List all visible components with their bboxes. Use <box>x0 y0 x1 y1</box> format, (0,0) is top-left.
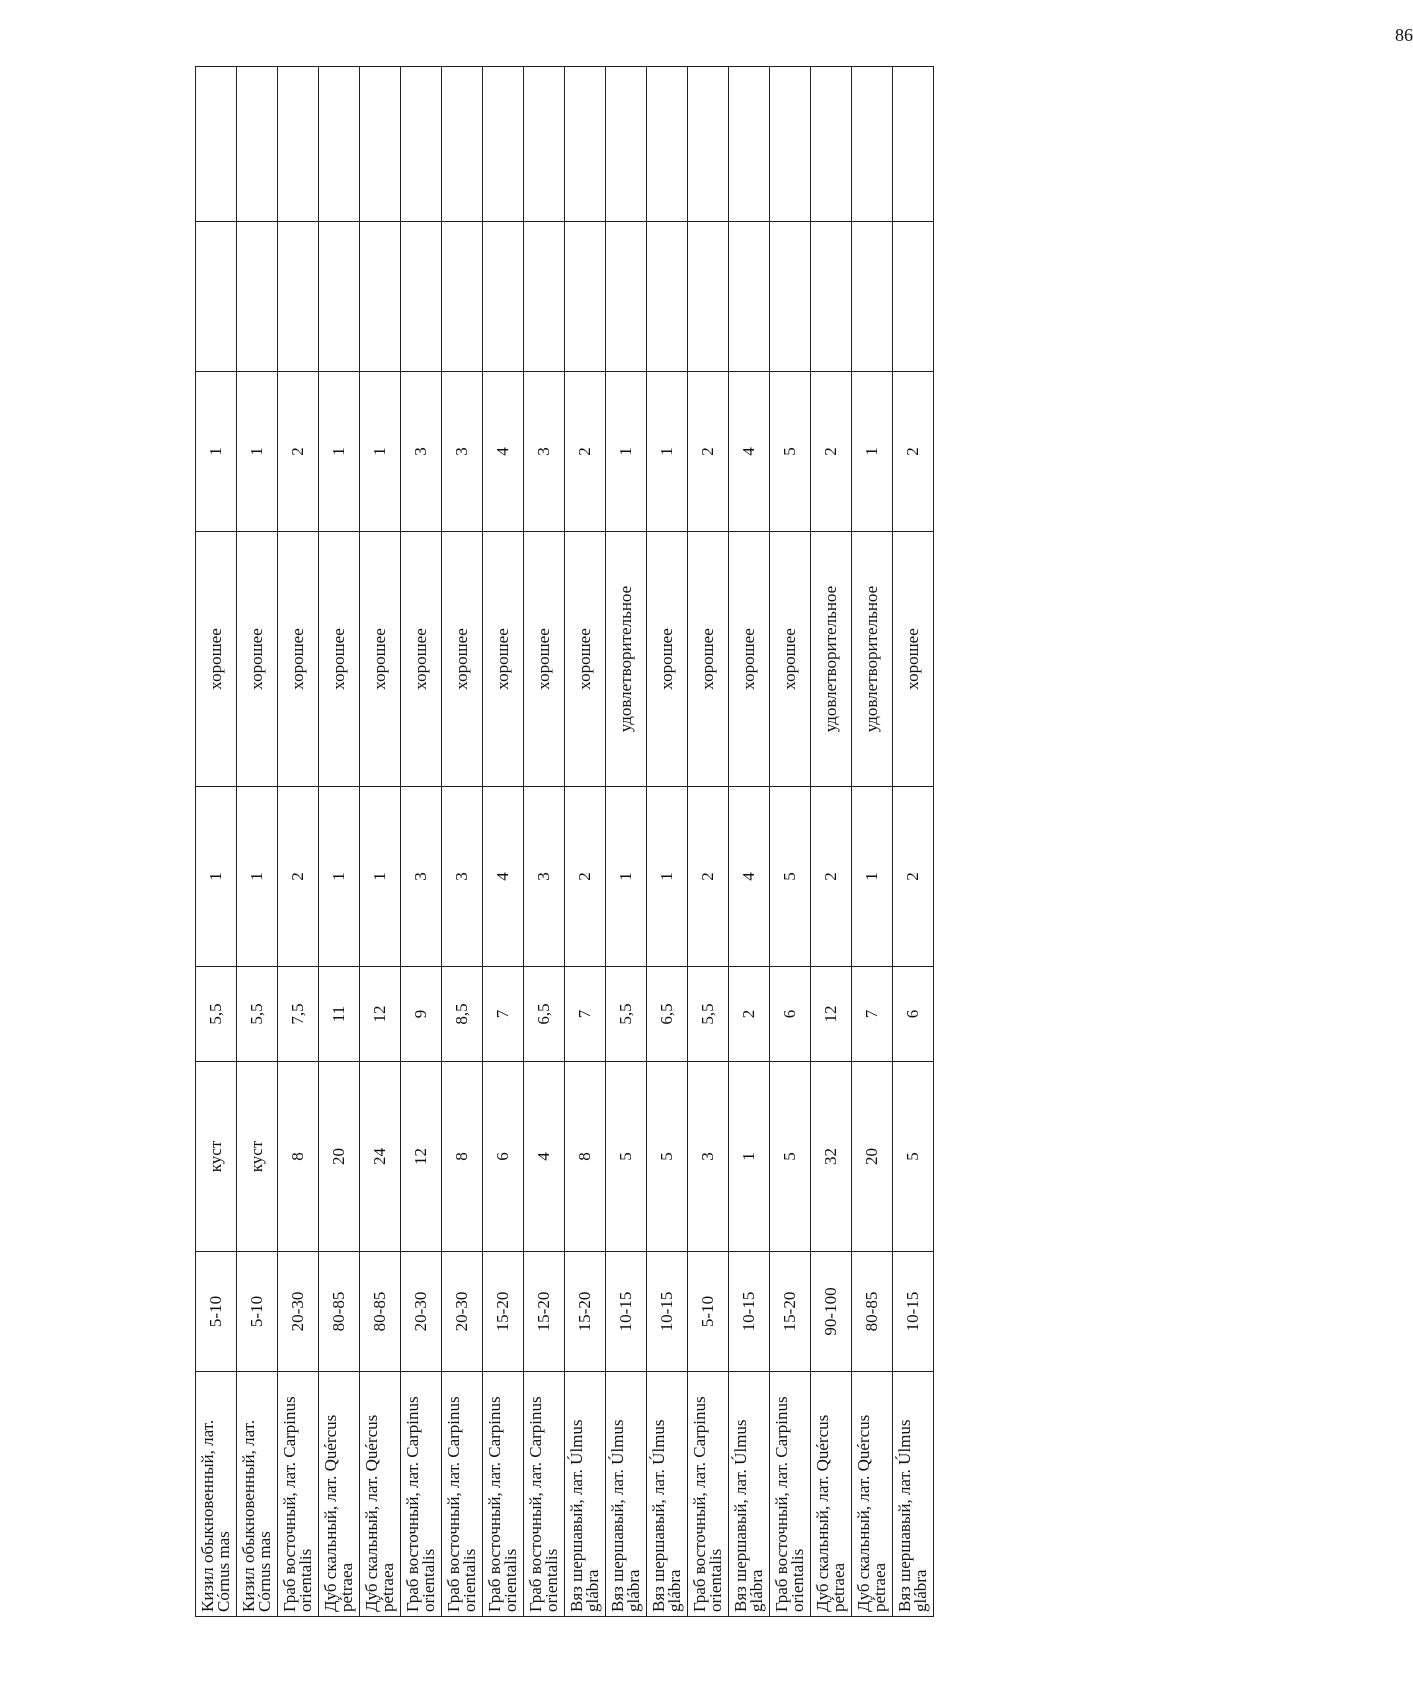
species-name-cell: Дуб скальный, лат. Quércus pétraea <box>360 1372 401 1617</box>
species-name-cell: Вяз шершавый, лат. Úlmus glábra <box>565 1372 606 1617</box>
empty-cell <box>811 67 852 222</box>
species-name-cell: Граб восточный, лат. Carpinus orientalis <box>442 1372 483 1617</box>
height-cell: 6,5 <box>647 967 688 1062</box>
height-cell: 2 <box>729 967 770 1062</box>
diameter-cell: 1 <box>729 1062 770 1252</box>
condition-cell: хорошее <box>319 532 360 787</box>
age-cell: 20-30 <box>278 1252 319 1372</box>
count-cell: 5 <box>770 787 811 967</box>
condition-cell: удовлетворительное <box>852 532 893 787</box>
quantity-cell: 2 <box>565 372 606 532</box>
height-cell: 7,5 <box>278 967 319 1062</box>
height-cell: 12 <box>360 967 401 1062</box>
empty-cell <box>565 67 606 222</box>
species-name-cell: Кизил обыкновенный, лат. Córnus mas <box>237 1372 278 1617</box>
height-cell: 7 <box>565 967 606 1062</box>
quantity-cell: 1 <box>237 372 278 532</box>
table-row <box>237 67 278 1617</box>
height-cell: 9 <box>401 967 442 1062</box>
count-cell: 2 <box>811 787 852 967</box>
diameter-cell: 24 <box>360 1062 401 1252</box>
quantity-cell: 2 <box>811 372 852 532</box>
quantity-cell: 2 <box>278 372 319 532</box>
empty-cell <box>483 67 524 222</box>
empty-cell <box>852 67 893 222</box>
empty-cell <box>196 222 237 372</box>
table-row <box>524 67 565 1617</box>
condition-cell: хорошее <box>401 532 442 787</box>
age-cell: 90-100 <box>811 1252 852 1372</box>
condition-cell: удовлетворительное <box>606 532 647 787</box>
condition-cell: удовлетворительное <box>811 532 852 787</box>
quantity-cell: 1 <box>360 372 401 532</box>
height-cell: 6 <box>893 967 934 1062</box>
empty-cell <box>688 222 729 372</box>
condition-cell: хорошее <box>524 532 565 787</box>
empty-cell <box>770 222 811 372</box>
count-cell: 3 <box>442 787 483 967</box>
species-name-cell: Кизил обыкновенный, лат. Córnus mas <box>196 1372 237 1617</box>
height-cell: 12 <box>811 967 852 1062</box>
diameter-cell: 12 <box>401 1062 442 1252</box>
table-row <box>565 67 606 1617</box>
species-name-cell: Граб восточный, лат. Carpinus orientalis <box>278 1372 319 1617</box>
quantity-cell: 3 <box>442 372 483 532</box>
table-row <box>319 67 360 1617</box>
empty-cell <box>729 67 770 222</box>
empty-cell <box>688 67 729 222</box>
quantity-cell: 1 <box>606 372 647 532</box>
species-name-cell: Вяз шершавый, лат. Úlmus glábra <box>729 1372 770 1617</box>
quantity-cell: 3 <box>401 372 442 532</box>
species-name-cell: Дуб скальный, лат. Quércus pétraea <box>852 1372 893 1617</box>
empty-cell <box>565 222 606 372</box>
species-name-cell: Граб восточный, лат. Carpinus orientalis <box>770 1372 811 1617</box>
empty-cell <box>729 222 770 372</box>
empty-cell <box>770 67 811 222</box>
quantity-cell: 4 <box>483 372 524 532</box>
empty-cell <box>237 222 278 372</box>
table-row <box>196 67 237 1617</box>
species-name-cell: Граб восточный, лат. Carpinus orientalis <box>483 1372 524 1617</box>
quantity-cell: 2 <box>688 372 729 532</box>
empty-cell <box>647 222 688 372</box>
table-row <box>729 67 770 1617</box>
table-row <box>852 67 893 1617</box>
age-cell: 20-30 <box>442 1252 483 1372</box>
quantity-cell: 2 <box>893 372 934 532</box>
page-number: 86 <box>1395 25 1413 45</box>
count-cell: 2 <box>688 787 729 967</box>
empty-cell <box>483 222 524 372</box>
empty-cell <box>401 222 442 372</box>
diameter-cell: 8 <box>442 1062 483 1252</box>
empty-cell <box>442 67 483 222</box>
height-cell: 5,5 <box>688 967 729 1062</box>
empty-cell <box>524 67 565 222</box>
quantity-cell: 1 <box>319 372 360 532</box>
age-cell: 5-10 <box>196 1252 237 1372</box>
count-cell: 2 <box>565 787 606 967</box>
height-cell: 11 <box>319 967 360 1062</box>
empty-cell <box>606 222 647 372</box>
table-row <box>606 67 647 1617</box>
condition-cell: хорошее <box>278 532 319 787</box>
count-cell: 1 <box>647 787 688 967</box>
condition-cell: хорошее <box>237 532 278 787</box>
diameter-cell: 8 <box>278 1062 319 1252</box>
empty-cell <box>278 67 319 222</box>
quantity-cell: 1 <box>647 372 688 532</box>
diameter-cell: 20 <box>319 1062 360 1252</box>
table-body <box>196 67 934 1617</box>
table-row <box>360 67 401 1617</box>
rotated-page-content <box>195 67 1115 1617</box>
height-cell: 8,5 <box>442 967 483 1062</box>
age-cell: 10-15 <box>893 1252 934 1372</box>
table-row <box>278 67 319 1617</box>
age-cell: 10-15 <box>647 1252 688 1372</box>
count-cell: 2 <box>893 787 934 967</box>
diameter-cell: 32 <box>811 1062 852 1252</box>
empty-cell <box>401 67 442 222</box>
height-cell: 5,5 <box>196 967 237 1062</box>
count-cell: 1 <box>852 787 893 967</box>
diameter-cell: 5 <box>647 1062 688 1252</box>
count-cell: 1 <box>196 787 237 967</box>
species-name-cell: Граб восточный, лат. Carpinus orientalis <box>688 1372 729 1617</box>
diameter-cell: куст <box>237 1062 278 1252</box>
diameter-cell: куст <box>196 1062 237 1252</box>
empty-cell <box>360 67 401 222</box>
age-cell: 5-10 <box>237 1252 278 1372</box>
height-cell: 7 <box>483 967 524 1062</box>
empty-cell <box>319 67 360 222</box>
condition-cell: хорошее <box>893 532 934 787</box>
height-cell: 6 <box>770 967 811 1062</box>
empty-cell <box>893 67 934 222</box>
empty-cell <box>811 222 852 372</box>
diameter-cell: 8 <box>565 1062 606 1252</box>
table-row <box>483 67 524 1617</box>
trees-table <box>195 66 934 1617</box>
height-cell: 5,5 <box>237 967 278 1062</box>
age-cell: 15-20 <box>524 1252 565 1372</box>
species-name-cell: Граб восточный, лат. Carpinus orientalis <box>524 1372 565 1617</box>
height-cell: 6,5 <box>524 967 565 1062</box>
condition-cell: хорошее <box>647 532 688 787</box>
count-cell: 1 <box>606 787 647 967</box>
table-row <box>811 67 852 1617</box>
empty-cell <box>647 67 688 222</box>
species-name-cell: Вяз шершавый, лат. Úlmus glábra <box>606 1372 647 1617</box>
diameter-cell: 5 <box>893 1062 934 1252</box>
table-row <box>688 67 729 1617</box>
diameter-cell: 6 <box>483 1062 524 1252</box>
empty-cell <box>278 222 319 372</box>
empty-cell <box>852 222 893 372</box>
age-cell: 15-20 <box>483 1252 524 1372</box>
empty-cell <box>319 222 360 372</box>
age-cell: 10-15 <box>729 1252 770 1372</box>
quantity-cell: 3 <box>524 372 565 532</box>
empty-cell <box>524 222 565 372</box>
empty-cell <box>606 67 647 222</box>
empty-cell <box>237 67 278 222</box>
condition-cell: хорошее <box>483 532 524 787</box>
age-cell: 80-85 <box>319 1252 360 1372</box>
species-name-cell: Вяз шершавый, лат. Úlmus glábra <box>893 1372 934 1617</box>
diameter-cell: 4 <box>524 1062 565 1252</box>
diameter-cell: 3 <box>688 1062 729 1252</box>
condition-cell: хорошее <box>360 532 401 787</box>
age-cell: 80-85 <box>852 1252 893 1372</box>
table-row <box>442 67 483 1617</box>
condition-cell: хорошее <box>770 532 811 787</box>
count-cell: 1 <box>237 787 278 967</box>
empty-cell <box>893 222 934 372</box>
empty-cell <box>360 222 401 372</box>
age-cell: 15-20 <box>565 1252 606 1372</box>
height-cell: 7 <box>852 967 893 1062</box>
count-cell: 4 <box>483 787 524 967</box>
species-name-cell: Дуб скальный, лат. Quércus pétraea <box>319 1372 360 1617</box>
age-cell: 20-30 <box>401 1252 442 1372</box>
condition-cell: хорошее <box>565 532 606 787</box>
table-row <box>770 67 811 1617</box>
empty-cell <box>442 222 483 372</box>
diameter-cell: 5 <box>770 1062 811 1252</box>
count-cell: 1 <box>319 787 360 967</box>
height-cell: 5,5 <box>606 967 647 1062</box>
species-name-cell: Граб восточный, лат. Carpinus orientalis <box>401 1372 442 1617</box>
quantity-cell: 5 <box>770 372 811 532</box>
quantity-cell: 1 <box>196 372 237 532</box>
diameter-cell: 20 <box>852 1062 893 1252</box>
condition-cell: хорошее <box>729 532 770 787</box>
age-cell: 15-20 <box>770 1252 811 1372</box>
age-cell: 5-10 <box>688 1252 729 1372</box>
empty-cell <box>196 67 237 222</box>
table-row <box>647 67 688 1617</box>
count-cell: 1 <box>360 787 401 967</box>
count-cell: 2 <box>278 787 319 967</box>
species-name-cell: Вяз шершавый, лат. Úlmus glábra <box>647 1372 688 1617</box>
age-cell: 80-85 <box>360 1252 401 1372</box>
table-row <box>893 67 934 1617</box>
condition-cell: хорошее <box>688 532 729 787</box>
diameter-cell: 5 <box>606 1062 647 1252</box>
age-cell: 10-15 <box>606 1252 647 1372</box>
quantity-cell: 4 <box>729 372 770 532</box>
quantity-cell: 1 <box>852 372 893 532</box>
count-cell: 4 <box>729 787 770 967</box>
species-name-cell: Дуб скальный, лат. Quércus pétraea <box>811 1372 852 1617</box>
condition-cell: хорошее <box>196 532 237 787</box>
condition-cell: хорошее <box>442 532 483 787</box>
count-cell: 3 <box>524 787 565 967</box>
count-cell: 3 <box>401 787 442 967</box>
table-row <box>401 67 442 1617</box>
